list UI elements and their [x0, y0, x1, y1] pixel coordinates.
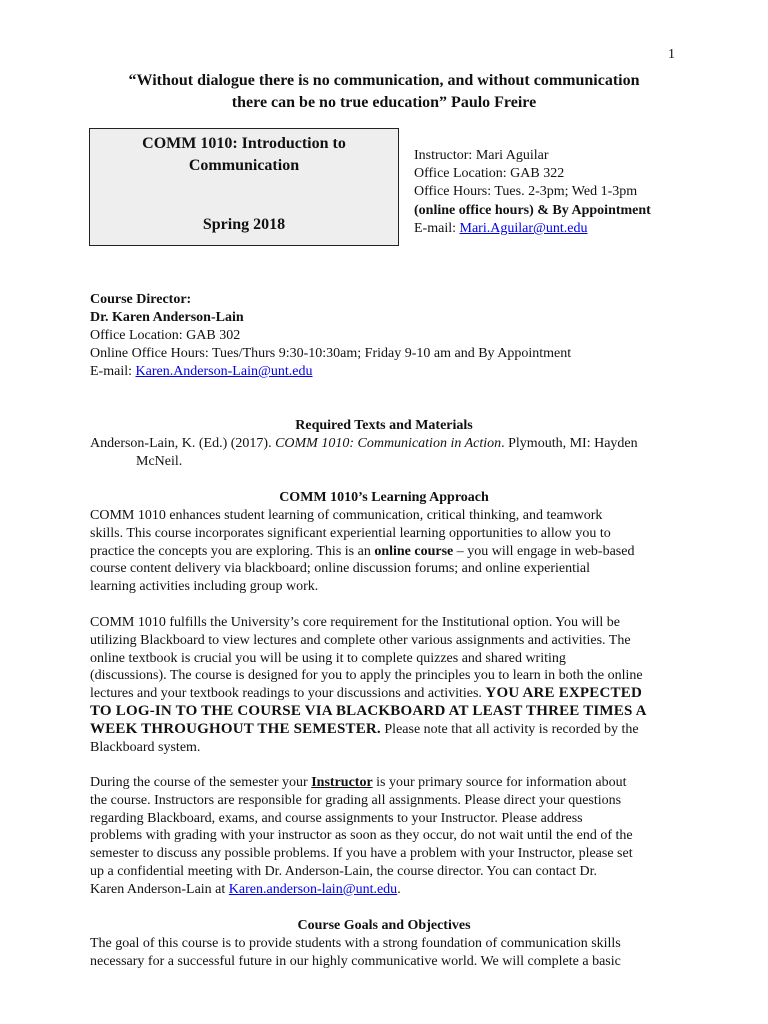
course-director-email-link[interactable]: Karen.Anderson-Lain@unt.edu — [135, 364, 313, 379]
page-number: 1 — [668, 47, 675, 62]
learning-approach-paragraph-1 — [90, 507, 680, 596]
p1-line-3 — [90, 543, 680, 561]
instructor-email-link[interactable]: Mari.Aguilar@unt.edu — [459, 221, 588, 236]
course-term: Spring 2018 — [202, 216, 286, 233]
p2-line-7-post: Please note that all activity is recorded by the — [380, 721, 639, 737]
p2-line-8: Blackboard system. — [90, 739, 201, 755]
p2-line-3: online textbook is crucial you will be using it to complete quizzes and shared writing — [90, 650, 566, 666]
learning-approach-heading: COMM 1010’s Learning Approach — [279, 490, 489, 505]
p3-line-4: problems with grading with your instructor as soon as they occur, do not wait until the end of the — [90, 828, 633, 844]
online-course-emphasis: online course — [374, 543, 454, 559]
goals-line-1: The goal of this course is to provide students with a strong foundation of communication skills — [90, 936, 621, 951]
p2-line-7 — [90, 721, 680, 739]
instructor-emphasis: Instructor — [311, 775, 373, 790]
p3-line-7-pre: Karen Anderson-Lain at — [90, 881, 229, 897]
p3-line-1-pre: During the course of the semester your — [90, 775, 312, 790]
p3-line-3: regarding Blackboard, exams, and course assignments to your Instructor. Please address — [90, 810, 583, 826]
p2-line-4: (discussions). The course is designed for you to apply the principles you to learn in both the online — [90, 668, 643, 684]
p1-line-5: learning activities including group work. — [90, 579, 319, 595]
goals-line-2: necessary for a successful future in our highly communicative world. We will complete a basic — [90, 953, 621, 969]
citation-title: COMM 1010: Communication in Action — [275, 436, 502, 451]
p3-line-6: up a confidential meeting with Dr. Anderson-Lain, the course director. You can contact Dr. — [90, 863, 597, 879]
director-email-link[interactable]: Karen.anderson-lain@unt.edu — [228, 881, 398, 897]
expected-emphasis: YOU ARE EXPECTED — [485, 685, 642, 702]
p1-line-1: COMM 1010 enhances student learning of communication, critical thinking, and teamwork — [90, 508, 603, 523]
course-title-box — [89, 128, 399, 246]
course-director-office-location: Office Location: GAB 302 — [90, 328, 241, 343]
p2-line-2: utilizing Blackboard to view lectures and complete other various assignments and activities. The — [90, 632, 631, 648]
course-director-email-row — [90, 364, 312, 380]
course-title-line-1: COMM 1010: Introduction to — [142, 135, 346, 152]
citation-authors: Anderson-Lain, K. (Ed.) (2017). — [90, 436, 276, 451]
p1-line-4: course content delivery via blackboard; online discussion forums; and online experiential — [90, 561, 590, 577]
instructor-email-row — [414, 221, 587, 237]
instructor-office-location: Office Location: GAB 322 — [414, 166, 565, 181]
p3-line-1 — [90, 774, 680, 792]
p3-line-1-post: is your primary source for information about — [372, 775, 627, 790]
p2-line-5-pre: lectures and your textbook readings to your discussions and activities. — [90, 686, 486, 702]
course-director-online-hours: Online Office Hours: Tues/Thurs 9:30-10:30am; Friday 9-10 am and By Appointment — [90, 346, 572, 361]
course-director-email-label: E-mail: — [90, 364, 136, 379]
p3-line-7 — [90, 881, 680, 899]
course-director-heading: Course Director: — [90, 292, 192, 307]
course-goals-paragraph — [90, 935, 680, 971]
p3-line-2: the course. Instructors are responsible for grading all assignments. Please direct your questions — [90, 792, 622, 808]
instructor-email-label: E-mail: — [414, 221, 460, 236]
p1-line-2: skills. This course incorporates significant experiential learning opportunities to allow you to — [90, 525, 611, 541]
instructor-office-hours: Office Hours: Tues. 2-3pm; Wed 1-3pm — [414, 184, 638, 199]
citation-publisher: . Plymouth, MI: Hayden — [501, 436, 638, 451]
login-requirement-emphasis: TO LOG-IN TO THE COURSE VIA BLACKBOARD AT LEAST THREE TIMES A — [90, 702, 647, 719]
week-emphasis: WEEK THROUGHOUT THE SEMESTER. — [90, 720, 381, 737]
instructor-name: Instructor: Mari Aguilar — [414, 148, 549, 163]
p1-line-3-pre: practice the concepts you are exploring. This is an — [90, 543, 375, 559]
citation-line-2: McNeil. — [136, 454, 183, 469]
course-title-line-2: Communication — [188, 157, 300, 174]
p2-line-1: COMM 1010 fulfills the University’s core requirement for the Institutional option. You will be — [90, 615, 620, 630]
p2-line-5 — [90, 685, 680, 703]
course-director-name: Dr. Karen Anderson-Lain — [90, 310, 244, 325]
opening-quote — [0, 70, 768, 114]
quote-line-2: there can be no true education” Paulo Freire — [231, 94, 537, 111]
p1-line-3-post: – you will engage in web-based — [453, 543, 635, 559]
learning-approach-paragraph-2 — [90, 614, 680, 756]
required-text-citation — [90, 436, 638, 452]
learning-approach-paragraph-3 — [90, 774, 680, 899]
required-texts-heading: Required Texts and Materials — [295, 418, 473, 433]
instructor-office-hours-online: (online office hours) & By Appointment — [414, 203, 651, 218]
quote-line-1: “Without dialogue there is no communication, and without communication — [128, 72, 640, 89]
p3-line-7-post: . — [397, 881, 401, 897]
course-goals-heading: Course Goals and Objectives — [297, 918, 471, 933]
p3-line-5: semester to discuss any possible problems. If you have a problem with your Instructor, please set — [90, 846, 633, 862]
